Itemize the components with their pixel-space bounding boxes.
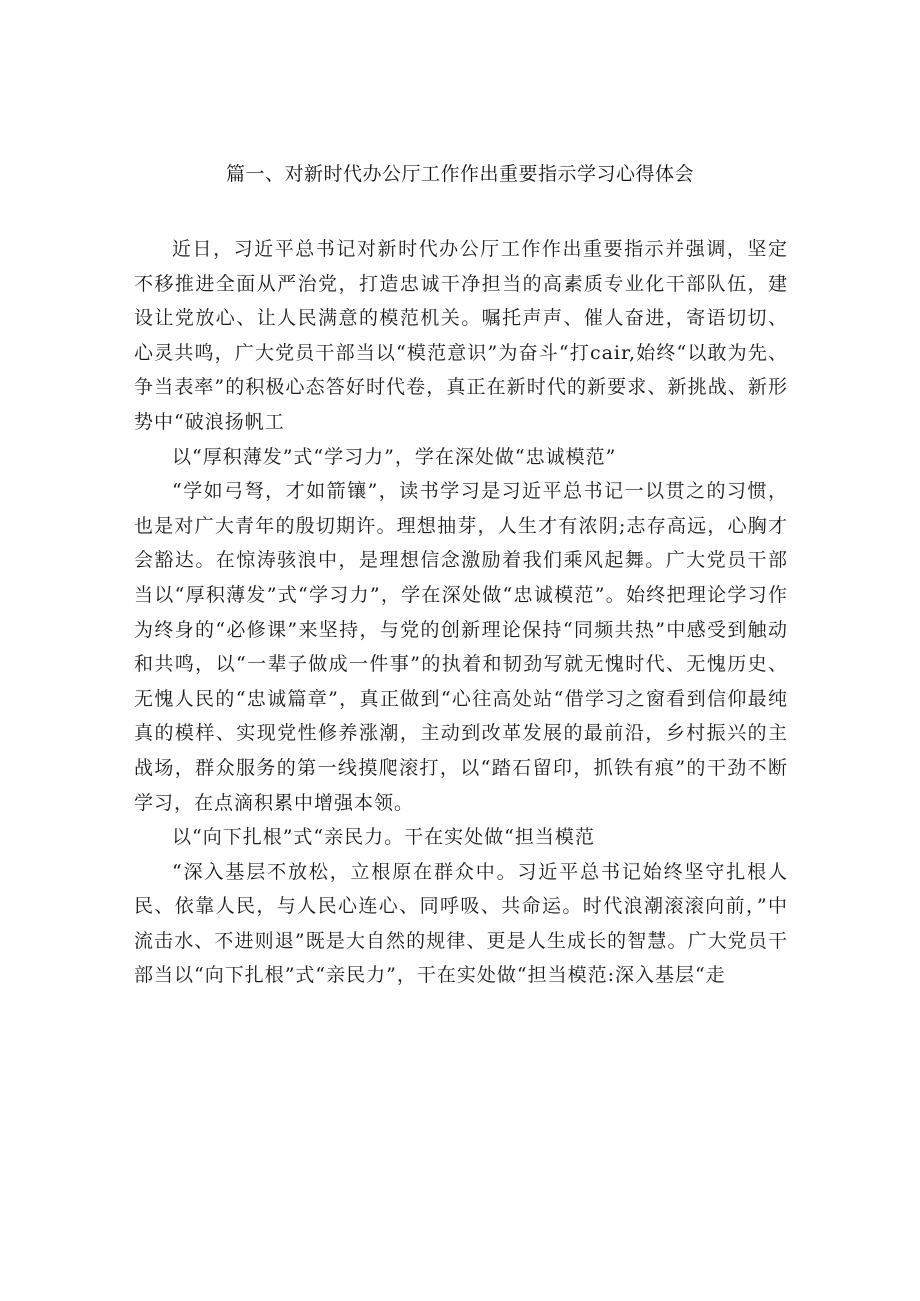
paragraph-grassroots: “深入基层不放松，立根原在群众中。习近平总书记始终坚守扎根人民、依靠人民，与人民心连心、同呼吸、共命运。时代浪潮滚滚向前，”中流击水、不进则退”既是大自然的规律、更是人生成长的智慧。广大党员干部当以“向下扎根”式“亲民力”，干在实处做“担当模范:深入基层“走 (134, 860, 788, 987)
paragraph-study: “学如弓弩，才如箭镶”，读书学习是习近平总书记一以贯之的习惯，也是对广大青年的殷切期许。理想抽芽，人生才有浓阴;志存高远，心胸才会豁达。在惊涛骇浪中，是理想信念激励着我们乘风起舞。广大党员干部当以“厚积薄发”式“学习力”，学在深处做“忠诚模范”。始终把理论学习作为终身的“必修课”来坚持，与党的创新理论保持“同频共热”中感受到触动和共鸣，以“一辈子做成一件事”的执着和韧劲写就无愧时代、无愧历史、无愧人民的“忠诚篇章”，真正做到“心往高处站“借学习之窗看到信仰最纯真的模样、实现党性修养涨潮，主动到改革发展的最前沿，乡村振兴的主战场，群众服务的第一线摸爬滚打，以“踏石留印，抓铁有痕”的干劲不断学习，在点滴积累中增强本领。 (134, 480, 788, 814)
document-body (134, 232, 788, 993)
document-title: 篇一、对新时代办公厅工作作出重要指示学习心得体会 (225, 163, 694, 185)
section-heading-grassroots: 以“向下扎根”式“亲民力。干在实处做“担当模范 (172, 826, 595, 849)
section-heading-study: 以“厚积薄发”式“学习力”，学在深处做“忠诚模范” (172, 445, 617, 468)
paragraph-intro: 近日，习近平总书记对新时代办公厅工作作出重要指示并强调，坚定不移推进全面从严治党，打造忠诚干净担当的高素质专业化干部队伍，建设让党放心、让人民满意的模范机关。嘱托声声、催人奋进，寄语切切、心灵共鸣，广大党员干部当以“模范意识”为奋斗“打cair,始终“以敢为先、争当表率”的积极心态答好时代卷，真正在新时代的新要求、新挑战、新形势中“破浪扬帆工 (134, 238, 788, 433)
